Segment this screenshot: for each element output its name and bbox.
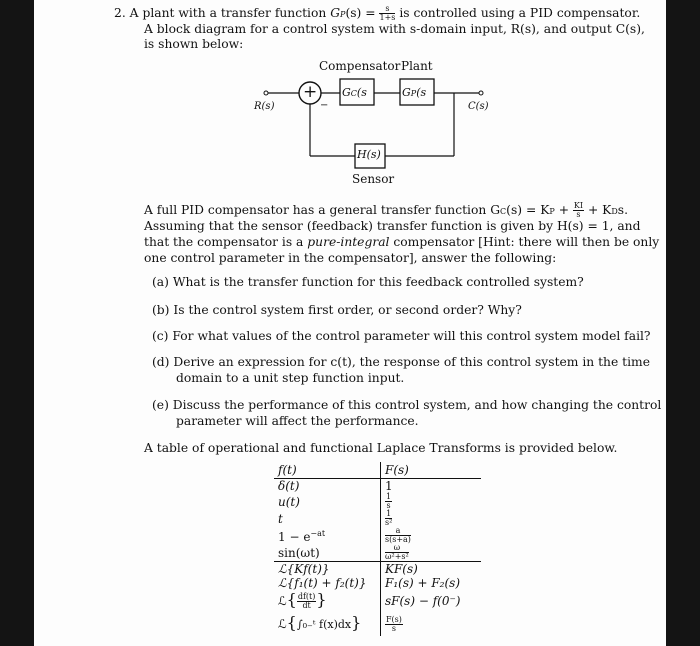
table-row: ℒ{Kf(t)} KF(s) — [274, 562, 481, 577]
problem-line-2: A block diagram for a control system with s-domain input, R(s), and output C(s), — [144, 22, 645, 36]
block-diagram — [34, 0, 666, 200]
problem-line-1: 2. A plant with a transfer function GP(s) = $\frac{s}{1+s}$ is controlled using a PID compensator. — [114, 4, 641, 22]
table-row: ℒ{f₁(t) + f₂(t)} F₁(s) + F₂(s) — [274, 576, 481, 590]
question-a: (a) What is the transfer function for this feedback controlled system? — [152, 275, 584, 289]
table-row: ℒ{ $\frac{df(t)}{dt}$ } sF(s) − f(0⁻) — [274, 590, 481, 612]
body-line-3: that the compensator is a pure-integral compensator [Hint: there will then be only — [144, 235, 660, 249]
document-page — [34, 0, 666, 646]
output-label: C(s) — [468, 101, 489, 112]
table-row: δ(t) 1 — [274, 479, 481, 494]
question-d: (d) Derive an expression for c(t), the response of this control system in the time — [152, 355, 650, 369]
body-line-4: one control parameter in the compensator], answer the following: — [144, 251, 557, 265]
question-e-cont: parameter will affect the performance. — [176, 414, 419, 428]
problem-line-3: is shown below: — [144, 37, 244, 51]
plant-block: GP(s — [402, 86, 427, 99]
laplace-table — [274, 462, 481, 636]
right-border — [666, 0, 700, 646]
left-border — [0, 0, 34, 646]
table-row: u(t) $\frac{1}{s}$ — [274, 493, 481, 510]
problem-number: 2. — [114, 6, 126, 20]
table-intro: A table of operational and functional Laplace Transforms is provided below. — [144, 441, 618, 455]
minus-sign: − — [320, 100, 329, 111]
question-d-cont: domain to a unit step function input. — [176, 371, 405, 385]
plant-label: Plant — [401, 59, 433, 73]
input-label: R(s) — [254, 101, 275, 112]
sensor-label: Sensor — [352, 172, 395, 186]
block-diagram-lines — [34, 0, 666, 200]
question-b: (b) Is the control system first order, or second order? Why? — [152, 303, 522, 317]
header-f: f(t) — [274, 462, 381, 479]
plant-tf-fraction: $\frac{s}{1+s}$ — [379, 4, 396, 22]
compensator-block: GC(s — [342, 86, 367, 99]
table-row: ℒ{∫₀₋ᵗ f(x)dx} $\frac{F(s)}{s}$ — [274, 612, 481, 636]
table-header — [274, 462, 481, 479]
table-row: $1 - e^{-at}$ $\frac{a}{s(s+a)}$ — [274, 527, 481, 544]
summing-junction-plus: + — [303, 82, 318, 102]
question-e: (e) Discuss the performance of this control system, and how changing the control — [152, 398, 662, 412]
compensator-label: Compensator — [319, 59, 401, 73]
sensor-block: H(s) — [357, 148, 381, 161]
table-row: sin(ωt) $\frac{\omega}{\text{ω²+s²}}$ — [274, 544, 481, 562]
body-line-1: A full PID compensator has a general transfer function GC(s) = KP + $\frac{KI}{s}$ + KDs. — [144, 201, 629, 219]
table-row: t $\frac{1}{\text{s²}}$ — [274, 510, 481, 527]
question-c: (c) For what values of the control parameter will this control system model fail? — [152, 329, 651, 343]
body-line-2: Assuming that the sensor (feedback) transfer function is given by H(s) = 1, and — [144, 219, 641, 233]
header-F: F(s) — [381, 462, 482, 479]
